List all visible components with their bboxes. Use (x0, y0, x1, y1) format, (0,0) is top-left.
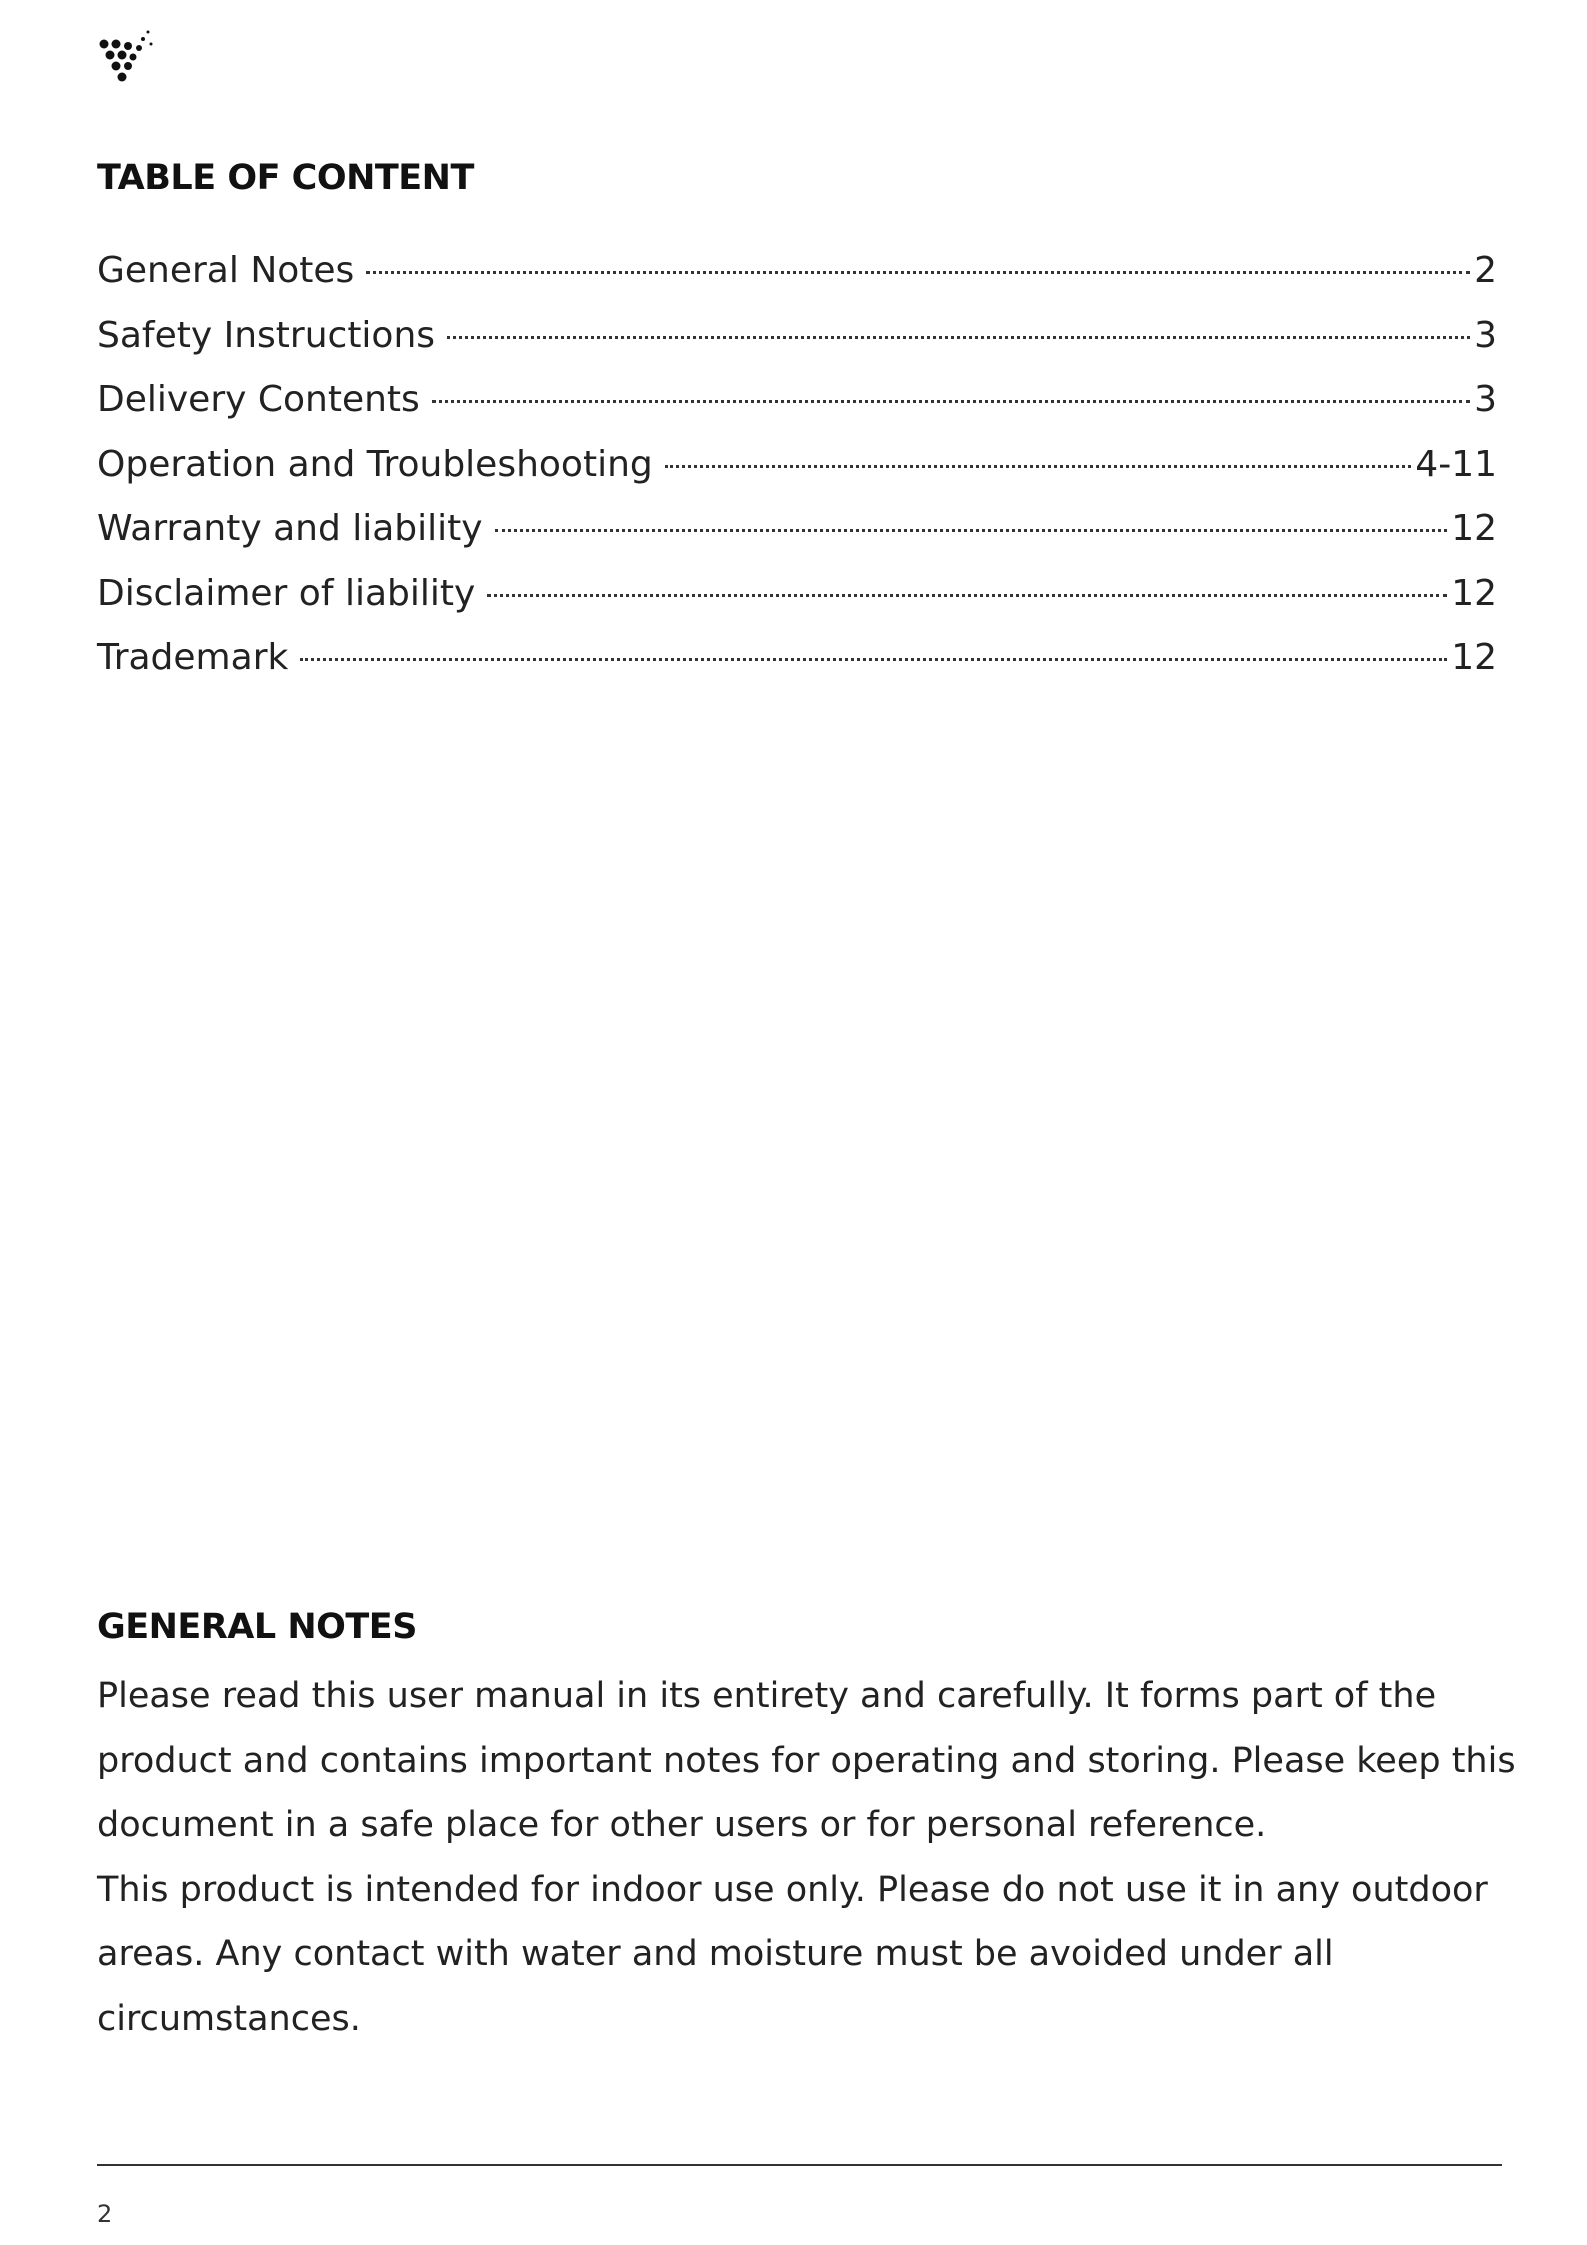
grape-dots-logo-icon (96, 30, 176, 110)
general-notes-heading: GENERAL NOTES (97, 1607, 417, 1647)
brand-logo-icon (96, 30, 176, 110)
toc-entry-page: 3 (1474, 379, 1497, 420)
dot-leader (487, 594, 1447, 597)
general-notes-body (97, 1664, 1517, 2051)
toc-entry-page: 12 (1451, 508, 1497, 549)
toc-heading: TABLE OF CONTENT (97, 158, 474, 198)
general-notes-paragraph: This product is intended for indoor use only. Please do not use it in any outdoor areas. Any contact with water and moisture must be avoided under all circumstances. (97, 1869, 1488, 2039)
toc-entry-page: 12 (1451, 637, 1497, 678)
toc-entry-label: Warranty and liability (97, 508, 483, 549)
toc-entry-label: Trademark (97, 637, 289, 678)
toc-entry-page: 4-11 (1415, 443, 1497, 485)
toc-entry-label: General Notes (97, 250, 355, 291)
toc-entry[interactable] (97, 315, 1497, 380)
toc-entry-label: Delivery Contents (97, 379, 420, 420)
dot-leader (432, 400, 1470, 403)
dot-leader (447, 336, 1470, 339)
dot-leader (665, 465, 1412, 468)
footer-divider (97, 2164, 1502, 2166)
toc-entry-page: 2 (1474, 250, 1497, 291)
dot-leader (495, 529, 1448, 532)
toc-entry[interactable] (97, 508, 1497, 573)
page-number: 2 (97, 2200, 113, 2228)
toc-entry[interactable] (97, 573, 1497, 638)
toc-entry-page: 12 (1451, 572, 1497, 614)
dot-leader (366, 271, 1470, 274)
toc-entry-label: Operation and Troubleshooting (97, 443, 653, 485)
toc-entry[interactable] (97, 250, 1497, 315)
toc-entry[interactable] (97, 444, 1497, 509)
table-of-contents (97, 250, 1497, 702)
general-notes-paragraph: Please read this user manual in its entirety and carefully. It forms part of the product and contains important notes for operating and storing. Please keep this document in a safe place for other users or for personal reference. (97, 1676, 1516, 1845)
toc-entry[interactable] (97, 637, 1497, 702)
dot-leader (300, 658, 1447, 661)
toc-entry-page: 3 (1474, 314, 1497, 356)
toc-entry[interactable] (97, 379, 1497, 444)
toc-entry-label: Safety Instructions (97, 314, 436, 356)
toc-entry-label: Disclaimer of liability (97, 572, 476, 614)
